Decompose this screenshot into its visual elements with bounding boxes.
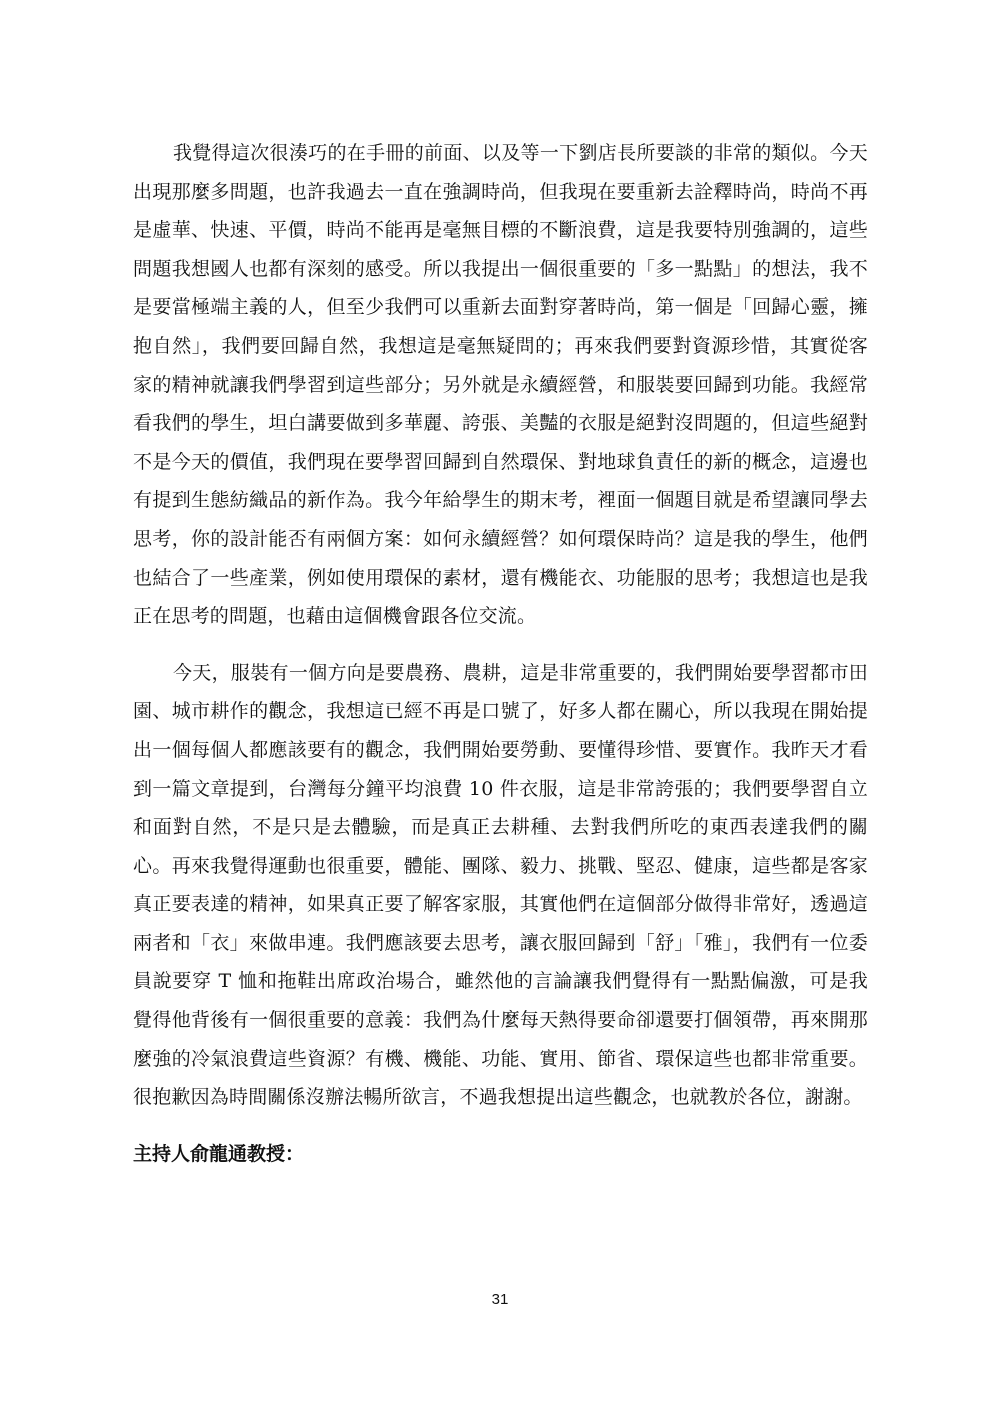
- speaker-heading: 主持人俞龍通教授：: [133, 1142, 305, 1165]
- page-body: [133, 134, 868, 1173]
- page-number: 31: [491, 1291, 509, 1308]
- paragraph-2: 今天，服裝有一個方向是要農務、農耕，這是非常重要的，我們開始要學習都市田園、城市耕作的觀念，我想這已經不再是口號了，好多人都在關心，所以我現在開始提出一個每個人都應該要有的觀念，我們開始要勞動、要懂得珍惜、要實作。我昨天才看到一篇文章提到，台灣每分鐘平均浪費 10 件衣服，這是非常誇張的；我們要學習自立和面對自然，不是只是去體驗，而是真正去耕種、去對我們所吃的東西表達我們的關心。再來我覺得運動也很重要，體能、團隊、毅力、挑戰、堅忍、健康，這些都是客家真正要表達的精神，如果真正要了解客家服，其實他們在這個部分做得非常好，透過這兩者和「衣」來做串連。我們應該要去思考，讓衣服回歸到「舒」「雅」，我們有一位委員說要穿 T 恤和拖鞋出席政治場合，雖然他的言論讓我們覺得有一點點偏激，可是我覺得他背後有一個很重要的意義：我們為什麼每天熱得要命卻還要打個領帶，再來開那麼強的冷氣浪費這些資源？有機、機能、功能、實用、節省、環保這些也都非常重要。很抱歉因為時間關係沒辦法暢所欲言，不過我想提出這些觀念，也就教於各位，謝謝。: [133, 661, 868, 1109]
- paragraph-1: 我覺得這次很湊巧的在手冊的前面、以及等一下劉店長所要談的非常的類似。今天出現那麼多問題，也許我過去一直在強調時尚，但我現在要重新去詮釋時尚，時尚不再是虛華、快速、平價，時尚不能再是毫無目標的不斷浪費，這是我要特別強調的，這些問題我想國人也都有深刻的感受。所以我提出一個很重要的「多一點點」的想法，我不是要當極端主義的人，但至少我們可以重新去面對穿著時尚，第一個是「回歸心靈，擁抱自然」，我們要回歸自然，我想這是毫無疑問的；再來我們要對資源珍惜，其實從客家的精神就讓我們學習到這些部分；另外就是永續經營，和服裝要回歸到功能。我經常看我們的學生，坦白講要做到多華麗、誇張、美豔的衣服是絕對沒問題的，但這些絕對不是今天的價值，我們現在要學習回歸到自然環保、對地球負責任的新的概念，這邊也有提到生態紡織品的新作為。我今年給學生的期末考，裡面一個題目就是希望讓同學去思考，你的設計能否有兩個方案：如何永續經營？如何環保時尚？這是我的學生，他們也結合了一些產業，例如使用環保的素材，還有機能衣、功能服的思考；我想這也是我正在思考的問題，也藉由這個機會跟各位交流。: [133, 142, 868, 628]
